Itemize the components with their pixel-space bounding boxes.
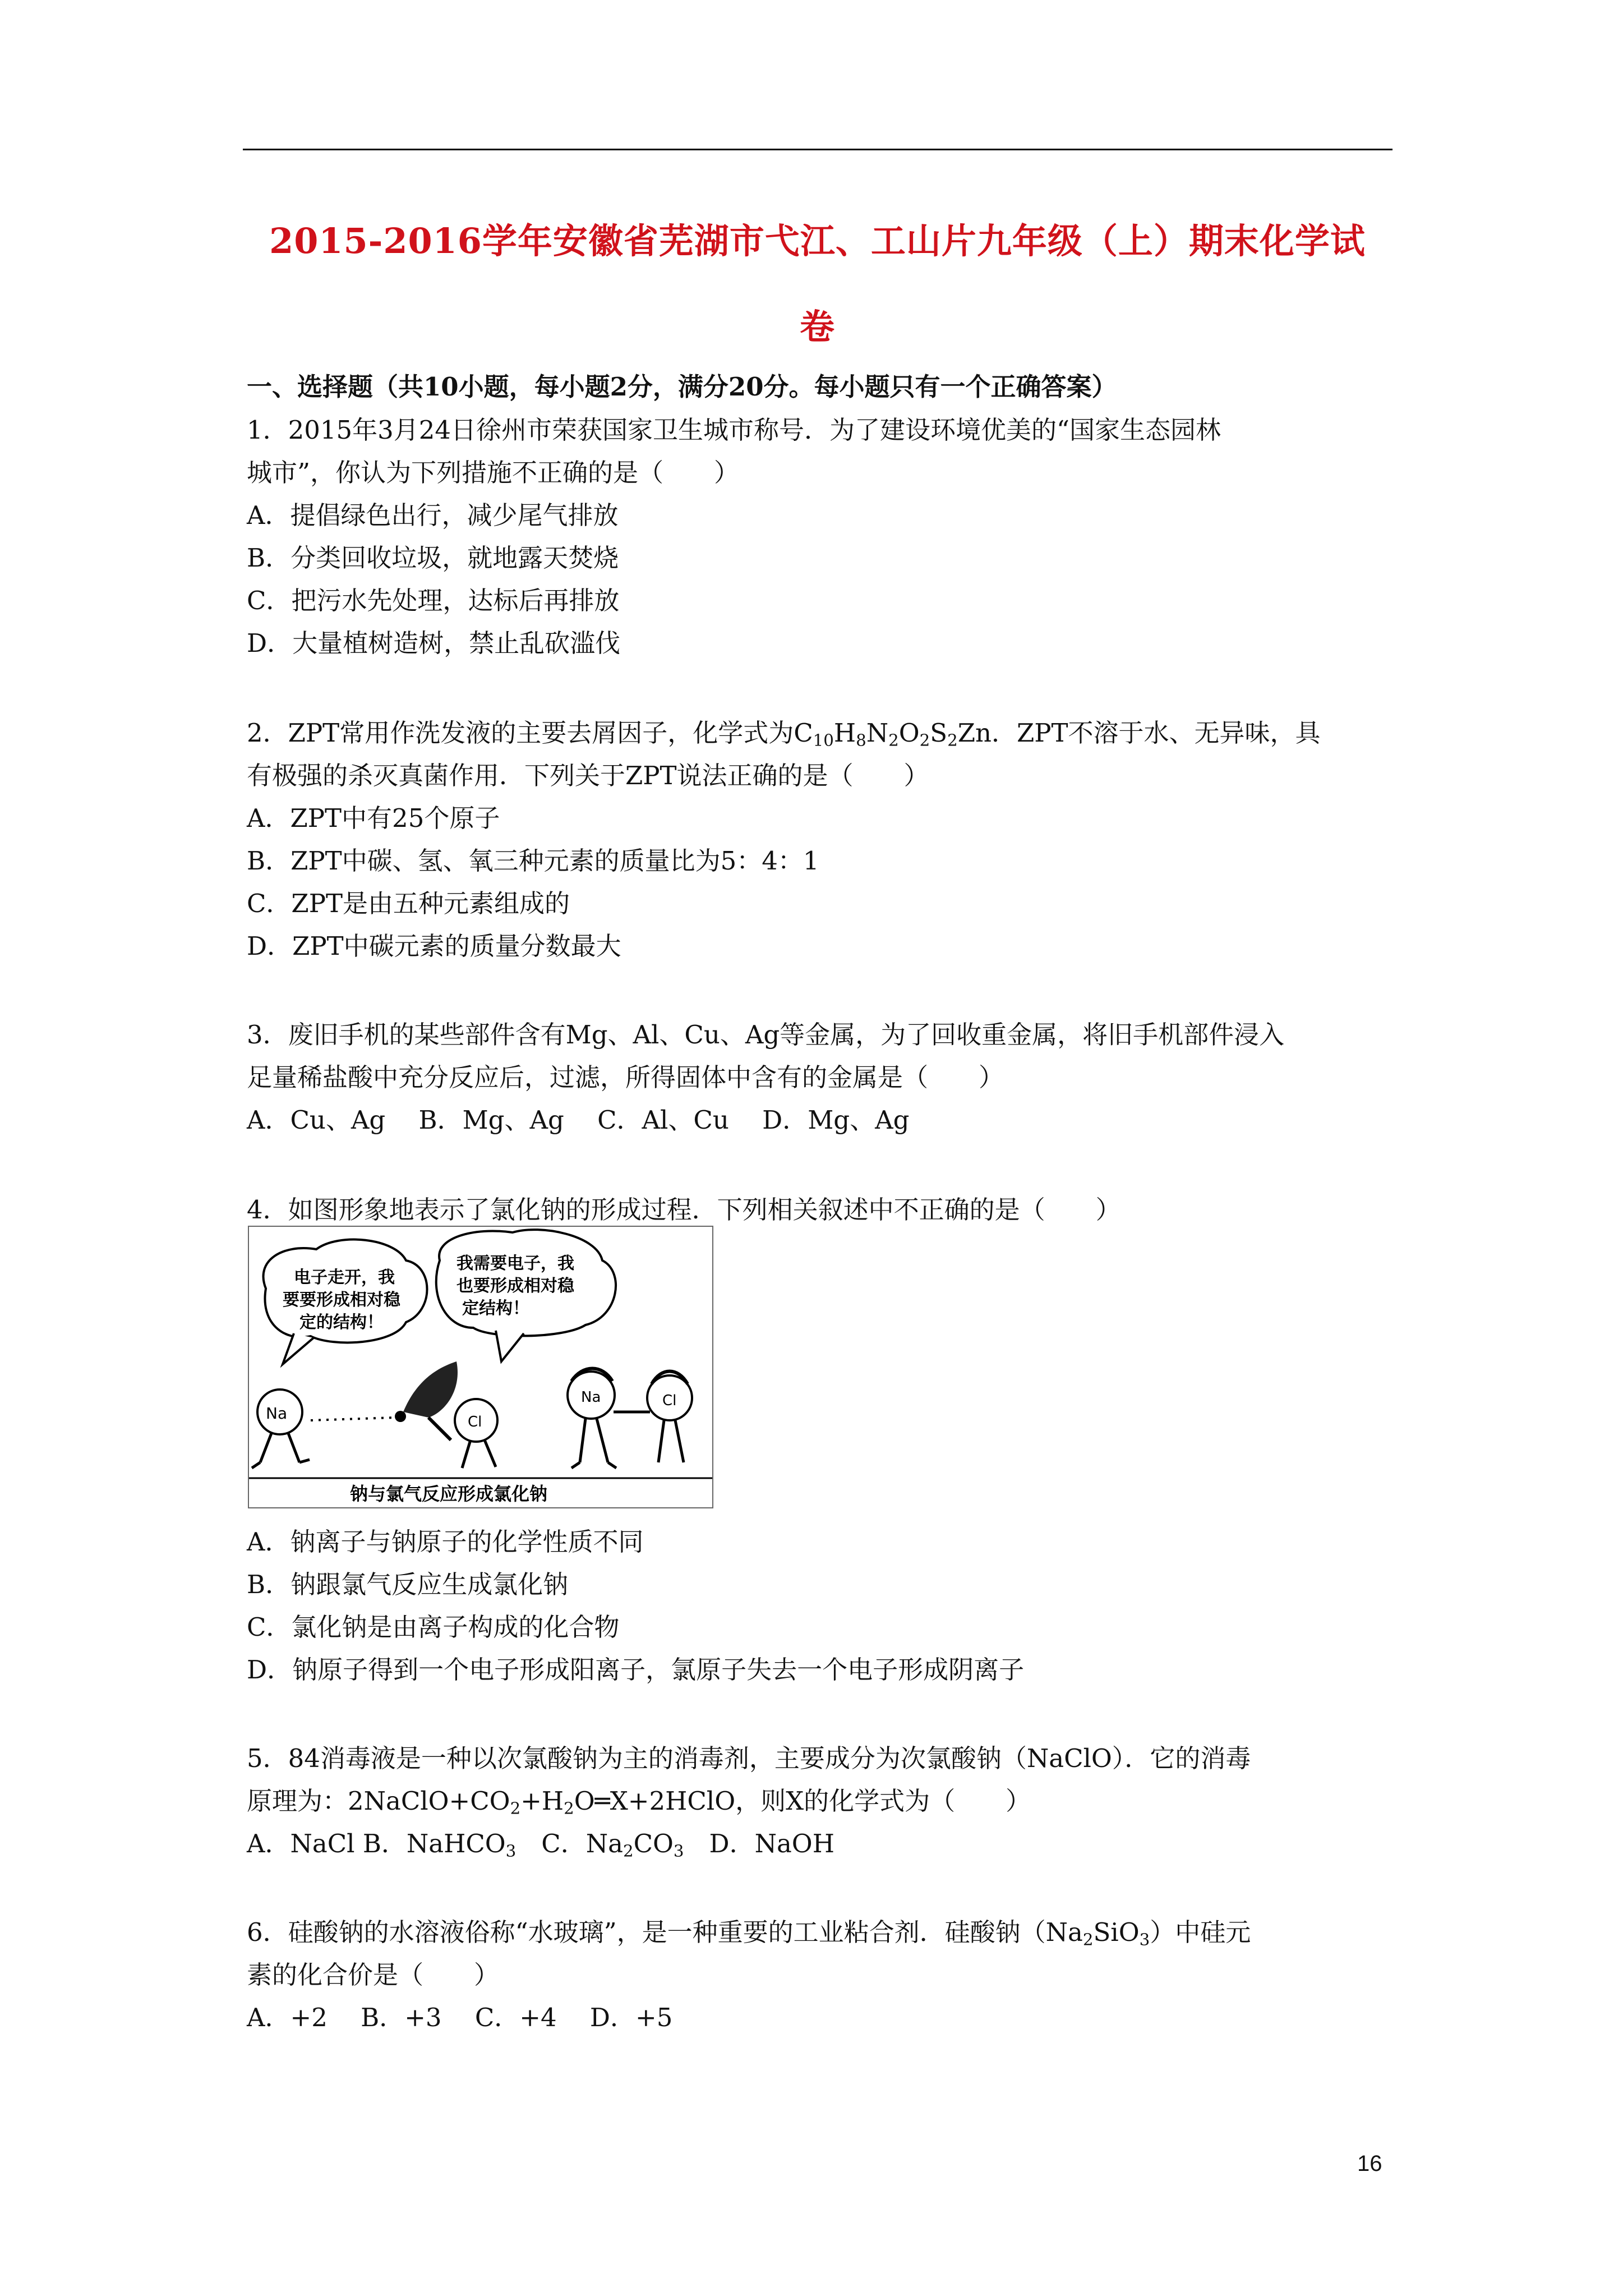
cl-ion-label: Cl (662, 1392, 677, 1409)
chloride-ion-character (647, 1372, 692, 1463)
q5-stem-line2: 原理为：$2NaClO+CO_2+H_2O═X+2HClO$，则X的化学式为（ ） (247, 1786, 1031, 1818)
q4-option-a: A．钠离子与钠原子的化学性质不同 (247, 1527, 644, 1557)
q5-option-d: D．NaOH (684, 1829, 834, 1858)
q2-option-b: B．ZPT中碳、氢、氧三种元素的质量比为5：4：1 (247, 846, 819, 876)
right-speech-bubble (436, 1230, 616, 1361)
right-bubble-line1: 我需要电子，我 (457, 1254, 574, 1273)
q6-stem-line2: 素的化合价是（ ） (247, 1960, 500, 1990)
sodium-ion-character (568, 1369, 616, 1469)
q5-equation-part1: 原理为：2NaClO+CO (247, 1786, 510, 1816)
left-bubble-line3: 定的结构！ (299, 1313, 384, 1332)
net-icon (403, 1361, 458, 1440)
page-title-continued: 卷 (799, 306, 835, 347)
na-label: Na (266, 1404, 288, 1423)
q2-stem-text-cont: ZPT不溶于水、无异味，具 (1016, 718, 1321, 748)
q6-options: A．+2 B．+3 C．+4 D．+5 (247, 2003, 673, 2032)
q6-stem-part2: SiO (1093, 1917, 1140, 1947)
q6-stem-part3: ）中硅元 (1150, 1917, 1251, 1947)
q3-stem-line1: 3．废旧手机的某些部件含有Mg、Al、Cu、Ag等金属，为了回收重金属，将旧手机部件浸入 (247, 1020, 1285, 1050)
right-bubble-line3: 定结构！ (462, 1299, 529, 1318)
q5-equation-part2: +H (520, 1786, 564, 1816)
top-rule (243, 149, 1393, 150)
q5-option-c: C．Na (516, 1829, 623, 1858)
q1-option-d: D．大量植树造树，禁止乱砍滥伐 (247, 628, 621, 658)
q6-stem-line1: 6．硅酸钠的水溶液俗称“水玻璃”，是一种重要的工业粘合剂．硅酸钠$(Na_2SiO_3)$中硅元 (247, 1917, 1251, 1949)
q2-stem-line1 (247, 718, 1321, 750)
q5-equation-part3: O═X+2HClO，则X的化学式为（ ） (574, 1786, 1031, 1816)
chlorine-atom-character (455, 1399, 497, 1468)
q5-stem-line1: 5．84消毒液是一种以次氯酸钠为主的消毒剂，主要成分为次氯酸钠（NaClO）．它的消毒 (247, 1743, 1251, 1773)
left-bubble-line2: 要要形成相对稳 (283, 1290, 400, 1310)
q1-stem-line1: 1．2015年3月24日徐州市荣获国家卫生城市称号．为了建设环境优美的“国家生态园林 (247, 415, 1221, 445)
sodium-chloride-cartoon (248, 1226, 713, 1508)
sodium-atom-character (252, 1389, 310, 1468)
q1-option-c: C．把污水先处理，达标后再排放 (247, 586, 620, 615)
q1-option-b: B．分类回收垃圾，就地露天焚烧 (247, 543, 619, 573)
q4-option-b: B．钠跟氯气反应生成氯化钠 (247, 1570, 569, 1599)
q1-option-a: A．提倡绿色出行，减少尾气排放 (247, 500, 619, 530)
q4-option-c: C．氯化钠是由离子构成的化合物 (247, 1612, 620, 1642)
cartoon-caption: 钠与氯气反应形成氯化钠 (350, 1483, 548, 1504)
q5-option-c-cont: CO (633, 1829, 674, 1858)
na-ion-label: Na (581, 1389, 601, 1406)
page-number: 16 (1357, 2151, 1382, 2176)
q1-stem-line2: 城市”，你认为下列措施不正确的是（ ） (247, 458, 740, 487)
page-title: 2015-2016学年安徽省芜湖市弋江、工山片九年级（上）期末化学试 (269, 220, 1366, 261)
q5-options: A．NaCl B．NaHCO$_3$ C．$Na_2CO_3$ D．NaOH (247, 1829, 834, 1861)
q2-stem-line2: 有极强的杀灭真菌作用．下列关于ZPT说法正确的是（ ） (247, 761, 929, 790)
q4-option-d: D．钠原子得到一个电子形成阳离子，氯原子失去一个电子形成阴离子 (247, 1655, 1025, 1685)
q2-option-a: A．ZPT中有25个原子 (247, 803, 500, 833)
right-bubble-line2: 也要形成相对稳 (457, 1276, 574, 1296)
left-speech-bubble (264, 1240, 427, 1364)
q2-option-d: D．ZPT中碳元素的质量分数最大 (247, 931, 621, 961)
q6-stem-part1: 6．硅酸钠的水溶液俗称“水玻璃”，是一种重要的工业粘合剂．硅酸钠（Na (247, 1917, 1083, 1947)
q3-options: A．Cu、Ag B．Mg、Ag C．Al、Cu D．Mg、Ag (247, 1105, 910, 1135)
q2-formula: $C_{10}H_8N_2O_2S_2Zn$． (794, 718, 1017, 750)
q4-stem: 4．如图形象地表示了氯化钠的形成过程．下列相关叙述中不正确的是（ ） (247, 1195, 1121, 1225)
q3-stem-line2: 足量稀盐酸中充分反应后，过滤，所得固体中含有的金属是（ ） (247, 1062, 1004, 1092)
section-heading: 一、选择题（共10小题，每小题2分，满分20分。每小题只有一个正确答案） (247, 372, 1117, 402)
cl-label-left: Cl (468, 1414, 482, 1430)
q2-stem-text: 2．ZPT常用作洗发液的主要去屑因子，化学式为 (247, 718, 794, 748)
left-bubble-line1: 电子走开，我 (294, 1268, 395, 1287)
q5-option-ab: A．NaCl B．NaHCO (247, 1829, 506, 1858)
q2-option-c: C．ZPT是由五种元素组成的 (247, 889, 570, 918)
